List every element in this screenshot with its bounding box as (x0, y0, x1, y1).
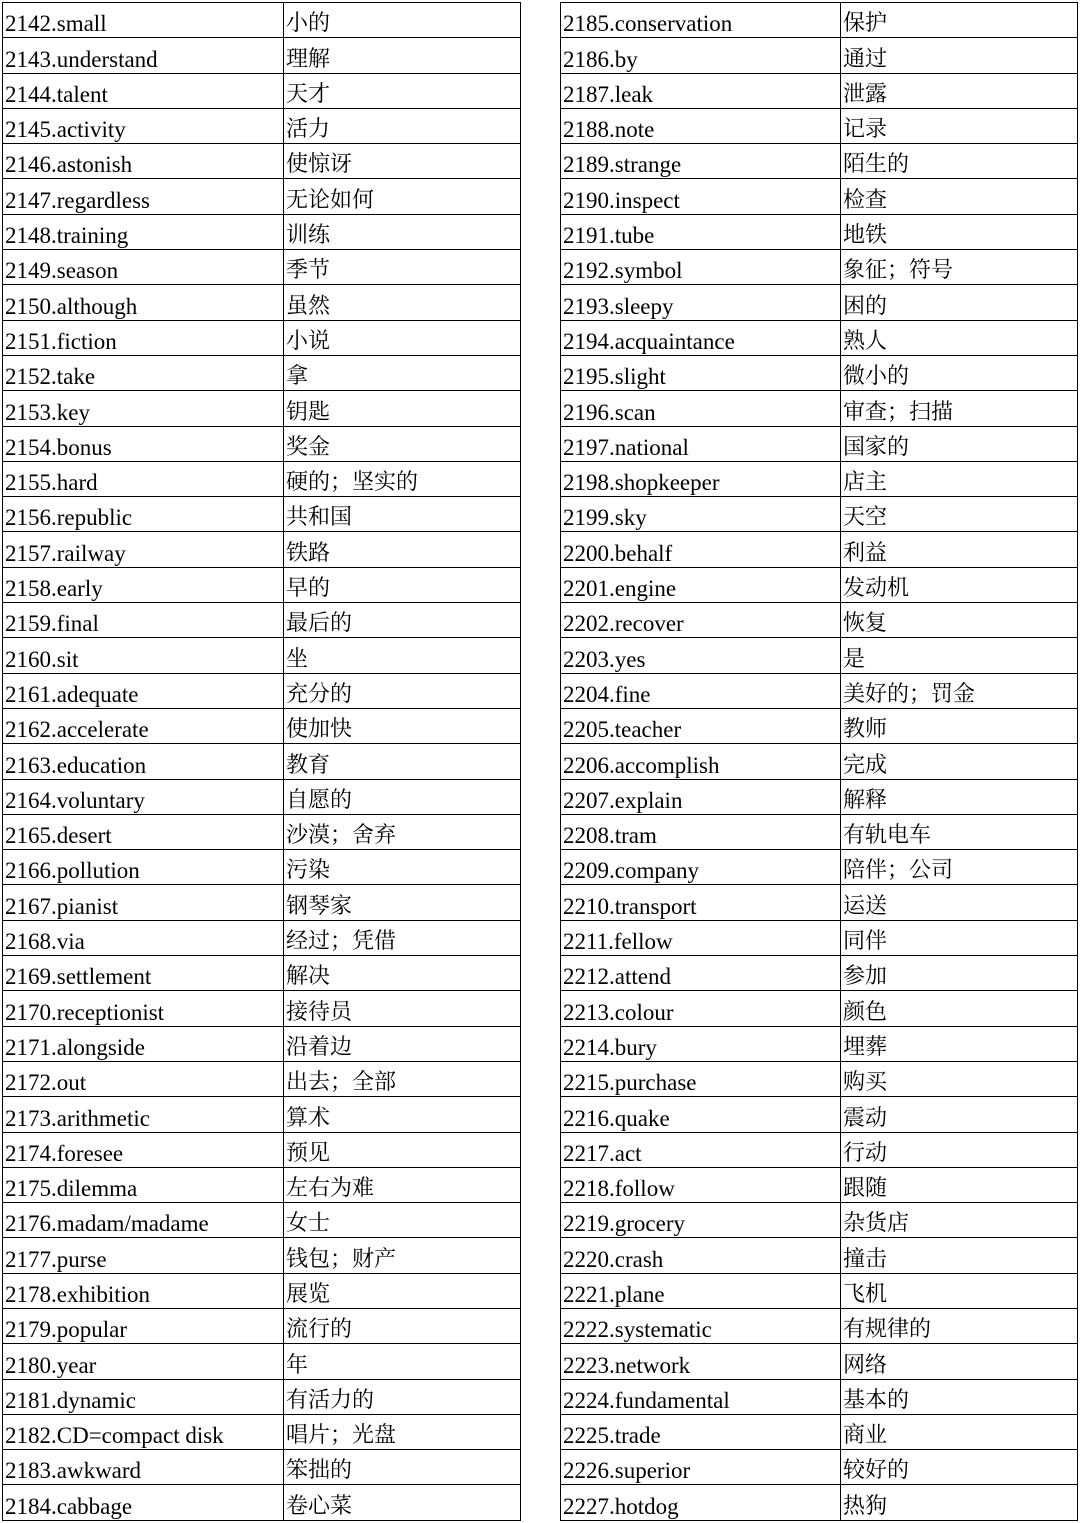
vocab-row (3, 708, 521, 743)
vocab-row (561, 1238, 1078, 1273)
vocab-row (561, 108, 1078, 143)
vocab-row (3, 885, 521, 920)
chinese-meaning-cell: 充分的 (284, 673, 521, 708)
vocab-row (3, 426, 521, 461)
english-word-cell: 2217.act (561, 1132, 841, 1167)
chinese-meaning-cell: 陌生的 (841, 144, 1078, 179)
english-word-cell: 2153.key (3, 391, 284, 426)
chinese-meaning-cell: 出去；全部 (284, 1061, 521, 1096)
english-word-cell: 2199.sky (561, 497, 841, 532)
chinese-meaning-cell: 参加 (841, 956, 1078, 991)
chinese-meaning-cell: 理解 (284, 38, 521, 73)
chinese-meaning-cell: 左右为难 (284, 1167, 521, 1202)
chinese-meaning-cell: 完成 (841, 744, 1078, 779)
chinese-meaning-cell: 审查；扫描 (841, 391, 1078, 426)
chinese-meaning-cell: 钱包；财产 (284, 1238, 521, 1273)
english-word-cell: 2210.transport (561, 885, 841, 920)
english-word-cell: 2194.acquaintance (561, 320, 841, 355)
vocab-row (3, 991, 521, 1026)
vocab-row (3, 1308, 521, 1343)
vocab-row (3, 920, 521, 955)
vocab-row (561, 426, 1078, 461)
english-word-cell: 2205.teacher (561, 708, 841, 743)
english-word-cell: 2191.tube (561, 214, 841, 249)
english-word-cell: 2192.symbol (561, 250, 841, 285)
vocab-row (561, 1167, 1078, 1202)
vocab-row (561, 1344, 1078, 1379)
vocab-row (561, 1450, 1078, 1485)
english-word-cell: 2219.grocery (561, 1203, 841, 1238)
english-word-cell: 2207.explain (561, 779, 841, 814)
vocab-row (561, 250, 1078, 285)
english-word-cell: 2167.pianist (3, 885, 284, 920)
english-word-cell: 2201.engine (561, 567, 841, 602)
chinese-meaning-cell: 象征；符号 (841, 250, 1078, 285)
vocab-row (561, 567, 1078, 602)
vocab-table-right (560, 2, 1078, 1521)
vocab-row (3, 38, 521, 73)
english-word-cell: 2142.small (3, 3, 284, 38)
english-word-cell: 2213.colour (561, 991, 841, 1026)
english-word-cell: 2209.company (561, 850, 841, 885)
vocab-row (561, 179, 1078, 214)
english-word-cell: 2222.systematic (561, 1308, 841, 1343)
vocab-row (561, 532, 1078, 567)
vocab-row (3, 108, 521, 143)
vocab-row (561, 920, 1078, 955)
vocab-row (3, 73, 521, 108)
english-word-cell: 2195.slight (561, 355, 841, 390)
vocab-row (3, 1097, 521, 1132)
vocab-row (3, 567, 521, 602)
english-word-cell: 2143.understand (3, 38, 284, 73)
chinese-meaning-cell: 坐 (284, 638, 521, 673)
english-word-cell: 2145.activity (3, 108, 284, 143)
chinese-meaning-cell: 早的 (284, 567, 521, 602)
chinese-meaning-cell: 泄露 (841, 73, 1078, 108)
chinese-meaning-cell: 季节 (284, 250, 521, 285)
chinese-meaning-cell: 美好的；罚金 (841, 673, 1078, 708)
vocab-row (3, 179, 521, 214)
english-word-cell: 2183.awkward (3, 1450, 284, 1485)
vocab-row (3, 461, 521, 496)
english-word-cell: 2147.regardless (3, 179, 284, 214)
vocab-row (3, 1485, 521, 1520)
vocab-row (3, 814, 521, 849)
chinese-meaning-cell: 沿着边 (284, 1026, 521, 1061)
vocab-row (561, 956, 1078, 991)
english-word-cell: 2150.although (3, 285, 284, 320)
chinese-meaning-cell: 训练 (284, 214, 521, 249)
english-word-cell: 2193.sleepy (561, 285, 841, 320)
chinese-meaning-cell: 发动机 (841, 567, 1078, 602)
english-word-cell: 2204.fine (561, 673, 841, 708)
vocab-row (3, 779, 521, 814)
english-word-cell: 2178.exhibition (3, 1273, 284, 1308)
vocab-row (561, 461, 1078, 496)
vocab-row (3, 1414, 521, 1449)
chinese-meaning-cell: 解释 (841, 779, 1078, 814)
vocab-row (561, 1308, 1078, 1343)
chinese-meaning-cell: 自愿的 (284, 779, 521, 814)
chinese-meaning-cell: 小的 (284, 3, 521, 38)
chinese-meaning-cell: 最后的 (284, 603, 521, 638)
chinese-meaning-cell: 利益 (841, 532, 1078, 567)
vocab-row (561, 391, 1078, 426)
chinese-meaning-cell: 运送 (841, 885, 1078, 920)
english-word-cell: 2156.republic (3, 497, 284, 532)
english-word-cell: 2171.alongside (3, 1026, 284, 1061)
vocab-row (561, 320, 1078, 355)
chinese-meaning-cell: 商业 (841, 1414, 1078, 1449)
english-word-cell: 2170.receptionist (3, 991, 284, 1026)
english-word-cell: 2162.accelerate (3, 708, 284, 743)
english-word-cell: 2176.madam/madame (3, 1203, 284, 1238)
chinese-meaning-cell: 保护 (841, 3, 1078, 38)
english-word-cell: 2154.bonus (3, 426, 284, 461)
chinese-meaning-cell: 算术 (284, 1097, 521, 1132)
chinese-meaning-cell: 热狗 (841, 1485, 1078, 1520)
chinese-meaning-cell: 颜色 (841, 991, 1078, 1026)
vocab-row (3, 744, 521, 779)
chinese-meaning-cell: 流行的 (284, 1308, 521, 1343)
vocab-row (561, 355, 1078, 390)
english-word-cell: 2181.dynamic (3, 1379, 284, 1414)
chinese-meaning-cell: 硬的；坚实的 (284, 461, 521, 496)
chinese-meaning-cell: 天空 (841, 497, 1078, 532)
english-word-cell: 2146.astonish (3, 144, 284, 179)
english-word-cell: 2223.network (561, 1344, 841, 1379)
chinese-meaning-cell: 地铁 (841, 214, 1078, 249)
chinese-meaning-cell: 天才 (284, 73, 521, 108)
chinese-meaning-cell: 污染 (284, 850, 521, 885)
vocab-row (561, 814, 1078, 849)
chinese-meaning-cell: 展览 (284, 1273, 521, 1308)
english-word-cell: 2197.national (561, 426, 841, 461)
vocab-table-left (2, 2, 521, 1521)
vocab-row (3, 1238, 521, 1273)
vocab-row (3, 603, 521, 638)
english-word-cell: 2225.trade (561, 1414, 841, 1449)
vocab-row (3, 1061, 521, 1096)
chinese-meaning-cell: 使惊讶 (284, 144, 521, 179)
chinese-meaning-cell: 教育 (284, 744, 521, 779)
english-word-cell: 2206.accomplish (561, 744, 841, 779)
chinese-meaning-cell: 教师 (841, 708, 1078, 743)
english-word-cell: 2164.voluntary (3, 779, 284, 814)
vocab-row (3, 1203, 521, 1238)
chinese-meaning-cell: 购买 (841, 1061, 1078, 1096)
chinese-meaning-cell: 无论如何 (284, 179, 521, 214)
chinese-meaning-cell: 奖金 (284, 426, 521, 461)
vocab-row (561, 638, 1078, 673)
english-word-cell: 2155.hard (3, 461, 284, 496)
chinese-meaning-cell: 预见 (284, 1132, 521, 1167)
vocab-row (561, 603, 1078, 638)
english-word-cell: 2221.plane (561, 1273, 841, 1308)
chinese-meaning-cell: 网络 (841, 1344, 1078, 1379)
vocab-row (561, 38, 1078, 73)
vocab-row (561, 285, 1078, 320)
vocab-row (3, 638, 521, 673)
english-word-cell: 2159.final (3, 603, 284, 638)
vocab-row (3, 3, 521, 38)
vocab-row (561, 1485, 1078, 1520)
english-word-cell: 2161.adequate (3, 673, 284, 708)
english-word-cell: 2152.take (3, 355, 284, 390)
chinese-meaning-cell: 拿 (284, 355, 521, 390)
english-word-cell: 2203.yes (561, 638, 841, 673)
chinese-meaning-cell: 较好的 (841, 1450, 1078, 1485)
english-word-cell: 2211.fellow (561, 920, 841, 955)
chinese-meaning-cell: 店主 (841, 461, 1078, 496)
chinese-meaning-cell: 同伴 (841, 920, 1078, 955)
english-word-cell: 2179.popular (3, 1308, 284, 1343)
vocab-row (561, 708, 1078, 743)
english-word-cell: 2226.superior (561, 1450, 841, 1485)
chinese-meaning-cell: 沙漠；舍弃 (284, 814, 521, 849)
chinese-meaning-cell: 通过 (841, 38, 1078, 73)
vocab-row (3, 250, 521, 285)
chinese-meaning-cell: 小说 (284, 320, 521, 355)
english-word-cell: 2190.inspect (561, 179, 841, 214)
vocab-row (561, 1203, 1078, 1238)
chinese-meaning-cell: 杂货店 (841, 1203, 1078, 1238)
english-word-cell: 2212.attend (561, 956, 841, 991)
chinese-meaning-cell: 使加快 (284, 708, 521, 743)
chinese-meaning-cell: 经过；凭借 (284, 920, 521, 955)
chinese-meaning-cell: 行动 (841, 1132, 1078, 1167)
chinese-meaning-cell: 有规律的 (841, 1308, 1078, 1343)
english-word-cell: 2163.education (3, 744, 284, 779)
chinese-meaning-cell: 年 (284, 1344, 521, 1379)
vocab-row (561, 1026, 1078, 1061)
vocab-row (3, 355, 521, 390)
english-word-cell: 2200.behalf (561, 532, 841, 567)
english-word-cell: 2158.early (3, 567, 284, 602)
chinese-meaning-cell: 钢琴家 (284, 885, 521, 920)
chinese-meaning-cell: 活力 (284, 108, 521, 143)
english-word-cell: 2227.hotdog (561, 1485, 841, 1520)
vocab-row (3, 391, 521, 426)
vocab-row (561, 1061, 1078, 1096)
chinese-meaning-cell: 困的 (841, 285, 1078, 320)
chinese-meaning-cell: 解决 (284, 956, 521, 991)
english-word-cell: 2186.by (561, 38, 841, 73)
vocab-row (3, 1379, 521, 1414)
english-word-cell: 2216.quake (561, 1097, 841, 1132)
english-word-cell: 2187.leak (561, 73, 841, 108)
english-word-cell: 2151.fiction (3, 320, 284, 355)
vocab-row (561, 144, 1078, 179)
vocab-row (561, 1097, 1078, 1132)
english-word-cell: 2188.note (561, 108, 841, 143)
vocab-row (561, 991, 1078, 1026)
chinese-meaning-cell: 是 (841, 638, 1078, 673)
english-word-cell: 2182.CD=compact disk (3, 1414, 284, 1449)
vocab-row (561, 1379, 1078, 1414)
english-word-cell: 2148.training (3, 214, 284, 249)
chinese-meaning-cell: 共和国 (284, 497, 521, 532)
chinese-meaning-cell: 唱片；光盘 (284, 1414, 521, 1449)
english-word-cell: 2160.sit (3, 638, 284, 673)
chinese-meaning-cell: 女士 (284, 1203, 521, 1238)
english-word-cell: 2215.purchase (561, 1061, 841, 1096)
english-word-cell: 2157.railway (3, 532, 284, 567)
english-word-cell: 2173.arithmetic (3, 1097, 284, 1132)
vocab-row (3, 850, 521, 885)
chinese-meaning-cell: 笨拙的 (284, 1450, 521, 1485)
vocab-row (3, 956, 521, 991)
vocab-row (3, 1344, 521, 1379)
vocab-row (3, 497, 521, 532)
chinese-meaning-cell: 虽然 (284, 285, 521, 320)
chinese-meaning-cell: 铁路 (284, 532, 521, 567)
vocab-row (561, 1132, 1078, 1167)
english-word-cell: 2202.recover (561, 603, 841, 638)
english-word-cell: 2208.tram (561, 814, 841, 849)
english-word-cell: 2169.settlement (3, 956, 284, 991)
chinese-meaning-cell: 埋葬 (841, 1026, 1078, 1061)
vocab-row (561, 1273, 1078, 1308)
english-word-cell: 2184.cabbage (3, 1485, 284, 1520)
vocab-row (3, 144, 521, 179)
english-word-cell: 2172.out (3, 1061, 284, 1096)
english-word-cell: 2180.year (3, 1344, 284, 1379)
vocab-row (561, 73, 1078, 108)
chinese-meaning-cell: 陪伴；公司 (841, 850, 1078, 885)
vocab-row (3, 1026, 521, 1061)
vocab-row (3, 214, 521, 249)
chinese-meaning-cell: 恢复 (841, 603, 1078, 638)
vocab-row (561, 885, 1078, 920)
chinese-meaning-cell: 基本的 (841, 1379, 1078, 1414)
english-word-cell: 2198.shopkeeper (561, 461, 841, 496)
chinese-meaning-cell: 卷心菜 (284, 1485, 521, 1520)
vocab-row (3, 532, 521, 567)
english-word-cell: 2218.follow (561, 1167, 841, 1202)
vocab-row (3, 1167, 521, 1202)
english-word-cell: 2166.pollution (3, 850, 284, 885)
chinese-meaning-cell: 撞击 (841, 1238, 1078, 1273)
vocab-row (561, 214, 1078, 249)
chinese-meaning-cell: 检查 (841, 179, 1078, 214)
chinese-meaning-cell: 记录 (841, 108, 1078, 143)
vocab-row (561, 744, 1078, 779)
chinese-meaning-cell: 震动 (841, 1097, 1078, 1132)
vocab-row (3, 1132, 521, 1167)
english-word-cell: 2214.bury (561, 1026, 841, 1061)
english-word-cell: 2174.foresee (3, 1132, 284, 1167)
chinese-meaning-cell: 国家的 (841, 426, 1078, 461)
chinese-meaning-cell: 钥匙 (284, 391, 521, 426)
english-word-cell: 2196.scan (561, 391, 841, 426)
vocab-row (3, 285, 521, 320)
english-word-cell: 2224.fundamental (561, 1379, 841, 1414)
english-word-cell: 2175.dilemma (3, 1167, 284, 1202)
chinese-meaning-cell: 有轨电车 (841, 814, 1078, 849)
english-word-cell: 2220.crash (561, 1238, 841, 1273)
chinese-meaning-cell: 熟人 (841, 320, 1078, 355)
vocab-row (561, 3, 1078, 38)
chinese-meaning-cell: 有活力的 (284, 1379, 521, 1414)
vocab-row (3, 673, 521, 708)
chinese-meaning-cell: 接待员 (284, 991, 521, 1026)
english-word-cell: 2177.purse (3, 1238, 284, 1273)
vocab-row (561, 850, 1078, 885)
english-word-cell: 2149.season (3, 250, 284, 285)
vocab-row (561, 1414, 1078, 1449)
english-word-cell: 2165.desert (3, 814, 284, 849)
vocab-row (3, 320, 521, 355)
english-word-cell: 2185.conservation (561, 3, 841, 38)
vocab-row (561, 779, 1078, 814)
english-word-cell: 2168.via (3, 920, 284, 955)
chinese-meaning-cell: 微小的 (841, 355, 1078, 390)
english-word-cell: 2144.talent (3, 73, 284, 108)
vocab-row (3, 1273, 521, 1308)
vocab-row (3, 1450, 521, 1485)
chinese-meaning-cell: 跟随 (841, 1167, 1078, 1202)
chinese-meaning-cell: 飞机 (841, 1273, 1078, 1308)
vocab-row (561, 497, 1078, 532)
english-word-cell: 2189.strange (561, 144, 841, 179)
vocab-row (561, 673, 1078, 708)
